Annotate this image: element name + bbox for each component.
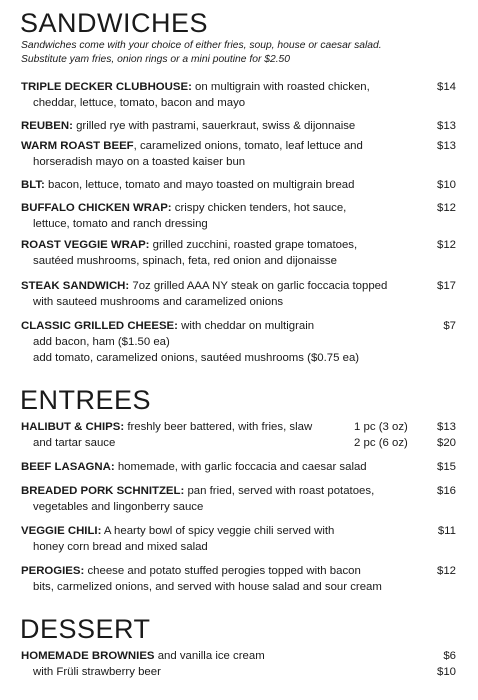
menu-item-line [21, 80, 370, 95]
item-price: $12 [436, 565, 456, 577]
menu-item-line [21, 484, 374, 499]
item-description: freshly beer battered, with fries, slaw [124, 421, 313, 433]
entrees-heading: ENTREES [20, 385, 152, 415]
menu-item-line [21, 178, 354, 193]
item-price: $6 [443, 650, 456, 662]
menu-item-line [21, 460, 367, 475]
item-price: $15 [436, 461, 456, 473]
item-description: grilled rye with pastrami, sauerkraut, swiss & dijonnaise [72, 120, 356, 132]
portion-size: 2 pc (6 oz) [354, 437, 408, 449]
sandwiches-heading: SANDWICHES [20, 8, 209, 38]
item-price: $12 [436, 202, 456, 214]
item-price: $7 [443, 320, 456, 332]
item-price: $10 [436, 179, 456, 191]
item-description: on multigrain with roasted chicken, [191, 81, 370, 93]
item-description-cont: with sauteed mushrooms and caramelized onions [33, 296, 284, 308]
item-name: ROAST VEGGIE WRAP: [21, 239, 150, 251]
item-name: HOMEMADE BROWNIES [21, 650, 155, 662]
item-name: PEROGIES: [21, 565, 85, 577]
item-description: cheese and potato stuffed perogies topped with bacon [84, 565, 361, 577]
item-description-cont: vegetables and lingonberry sauce [33, 501, 204, 513]
item-description: with cheddar on multigrain [177, 320, 315, 332]
portion-size: 1 pc (3 oz) [354, 421, 408, 433]
item-name: BLT: [21, 179, 45, 191]
menu-item-line [21, 139, 363, 154]
item-description: bacon, lettuce, tomato and mayo toasted on multigrain bread [44, 179, 355, 191]
item-price: $20 [436, 437, 456, 449]
item-price: $17 [436, 280, 456, 292]
item-description-cont: bits, carmelized onions, and served with house salad and sour cream [33, 581, 382, 593]
item-name: BEEF LASAGNA: [21, 461, 115, 473]
sandwiches-note-1: Sandwiches come with your choice of either fries, soup, house or caesar salad. [21, 40, 382, 51]
item-price: $12 [436, 239, 456, 251]
item-description: 7oz grilled AAA NY steak on garlic foccacia topped [129, 280, 388, 292]
menu-item-line [21, 649, 265, 664]
item-description-cont: lettuce, tomato and ranch dressing [33, 218, 208, 230]
item-description-cont: sautéed mushrooms, spinach, feta, red onion and dijonaisse [33, 255, 337, 267]
item-name: STEAK SANDWICH: [21, 280, 130, 292]
item-description: A hearty bowl of spicy veggie chili served with [101, 525, 335, 537]
item-price: $16 [436, 485, 456, 497]
item-description: pan fried, served with roast potatoes, [184, 485, 375, 497]
item-price: $11 [437, 525, 456, 537]
menu-item-line [21, 319, 314, 334]
menu-item-line [21, 524, 334, 539]
item-description: homemade, with garlic foccacia and caesar salad [114, 461, 367, 473]
item-description-cont: and tartar sauce [33, 437, 116, 449]
dessert-heading: DESSERT [20, 614, 151, 644]
menu-item-line [21, 119, 355, 134]
menu-item-line [21, 420, 312, 435]
menu-item-line [21, 279, 387, 294]
item-name: CLASSIC GRILLED CHEESE: [21, 320, 178, 332]
item-name: REUBEN: [21, 120, 73, 132]
item-name: BREADED PORK SCHNITZEL: [21, 485, 185, 497]
item-name: HALIBUT & CHIPS: [21, 421, 125, 433]
item-name: WARM ROAST BEEF [21, 140, 134, 152]
item-description-cont: cheddar, lettuce, tomato, bacon and mayo [33, 97, 246, 109]
item-price: $14 [436, 81, 456, 93]
item-addon: add bacon, ham ($1.50 ea) [33, 336, 170, 348]
item-price: $10 [436, 666, 456, 678]
menu-item-line [21, 201, 346, 216]
item-description-cont: honey corn bread and mixed salad [33, 541, 208, 553]
item-description: grilled zucchini, roasted grape tomatoes, [149, 239, 358, 251]
item-name: BUFFALO CHICKEN WRAP: [21, 202, 172, 214]
item-description-cont: with Früli strawberry beer [33, 666, 161, 678]
item-description-cont: horseradish mayo on a toasted kaiser bun [33, 156, 246, 168]
item-description: and vanilla ice cream [154, 650, 265, 662]
item-description: , caramelized onions, tomato, leaf lettuce and [133, 140, 363, 152]
item-price: $13 [436, 120, 456, 132]
item-description: crispy chicken tenders, hot sauce, [171, 202, 347, 214]
item-price: $13 [436, 140, 456, 152]
item-name: TRIPLE DECKER CLUBHOUSE: [21, 81, 192, 93]
item-name: VEGGIE CHILI: [21, 525, 102, 537]
menu-item-line [21, 564, 361, 579]
item-addon: add tomato, caramelized onions, sautéed mushrooms ($0.75 ea) [33, 352, 360, 364]
menu-item-line [21, 238, 357, 253]
sandwiches-note-2: Substitute yam fries, onion rings or a mini poutine for $2.50 [21, 54, 291, 65]
item-price: $13 [436, 421, 456, 433]
